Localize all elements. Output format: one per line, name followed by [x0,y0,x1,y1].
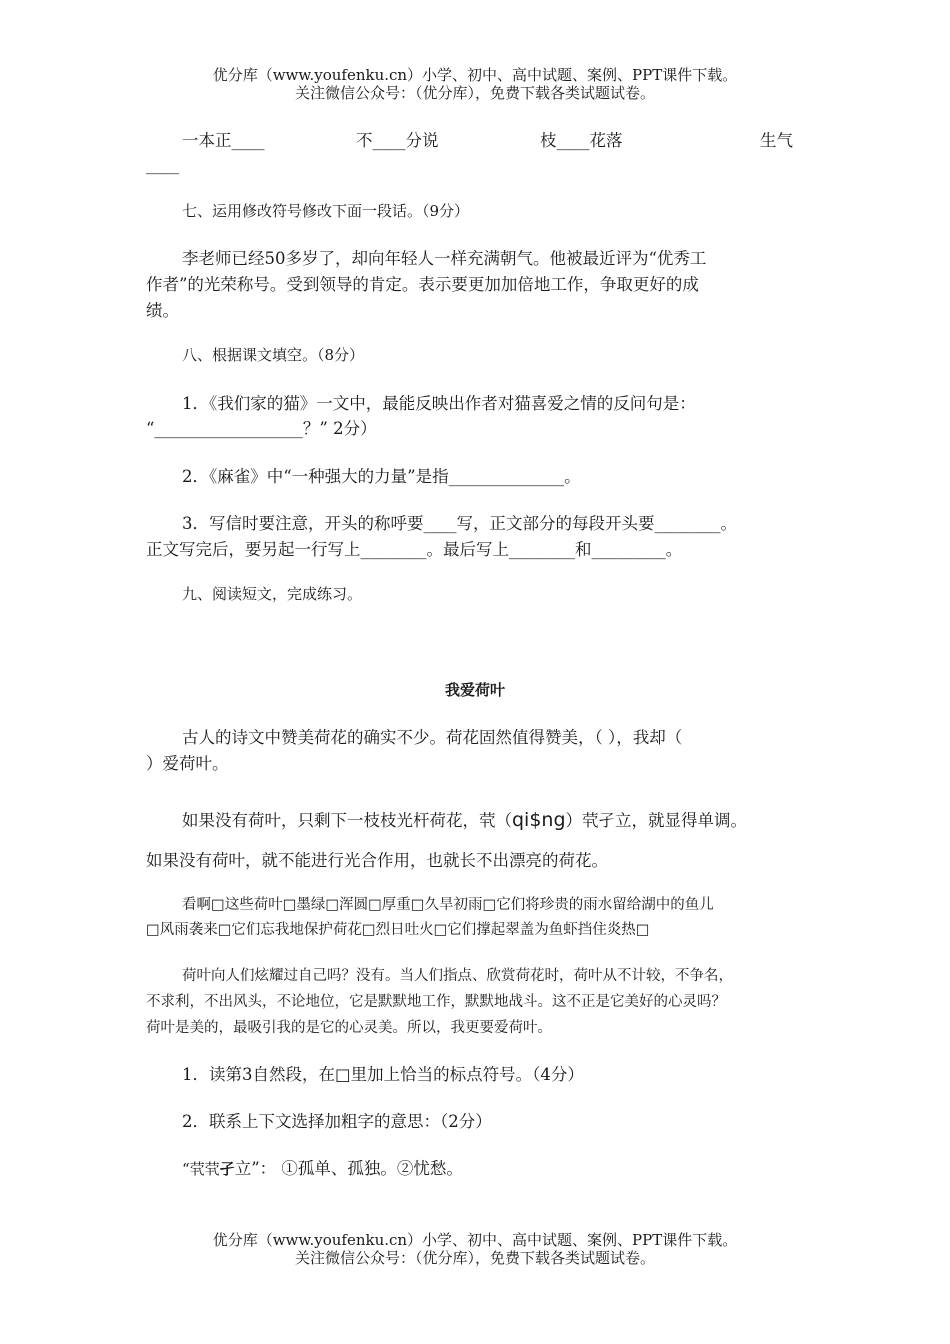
page-header-top [0,66,950,102]
para-2-line-1 [182,807,747,831]
section-8-q3-line-1: 3．写信时要注意，开头的称呼要____写，正文部分的每段开头要________。 [182,514,737,533]
page-footer [0,1231,950,1267]
question-3-term-a: “茕茕 [182,1160,220,1178]
idiom-4: 生气 [760,131,793,150]
header-line-1: 优分库（www.youfenku.cn）小学、初中、高中试题、案例、PPT课件下载。 [212,66,738,84]
question-2: 2．联系上下文选择加粗字的意思：（2分） [182,1112,492,1131]
footer-line-1: 优分库（www.youfenku.cn）小学、初中、高中试题、案例、PPT课件下载。 [212,1231,738,1249]
para-2-text-a: 如果没有荷叶，只剩下一枝枝光杆荷花，茕（ [182,811,512,830]
section-8-q2: 2．《麻雀》中“一种强大的力量”是指______________。 [182,467,581,486]
section-8-q1-line-1: 1．《我们家的猫》一文中，最能反映出作者对猫喜爱之情的反问句是： [182,394,696,413]
idiom-2: 不____分说 [356,131,439,150]
article-title: 我爱荷叶 [444,681,505,699]
para-4-line-3: 荷叶是美的，最吸引我的是它的心灵美。所以，我更要爱荷叶。 [146,1020,552,1036]
para-1-line-1: 古人的诗文中赞美荷花的确实不少。荷花固然值得赞美，（ ），我却（ [182,728,683,747]
para-1-line-2: ）爱荷叶。 [146,754,229,773]
section-8-heading: 八、根据课文填空。（8分） [182,346,365,364]
question-3 [182,1155,463,1179]
section-8-q1-line-2: “__________________？” 2分） [146,419,377,438]
idiom-1: 一本正____ [182,131,265,150]
question-3-options: 立”： ①孤单、孤独。②忧愁。 [234,1159,463,1178]
para-4-line-2: 不求利，不出风头，不论地位，它是默默地工作，默默地战斗。这不正是它美好的心灵吗？ [146,994,726,1010]
section-7-line-1: 李老师已经50多岁了，却向年轻人一样充满朝气。他被最近评为“优秀工 [182,249,707,268]
question-1: 1．读第3自然段，在□里加上恰当的标点符号。（4分） [182,1065,584,1084]
bold-character: 孑 [219,1160,235,1178]
para-2-text-b: ）茕孑立，就显得单调。 [565,811,748,830]
section-9-heading: 九、阅读短文，完成练习。 [182,585,363,603]
idiom-3: 枝____花落 [540,131,623,150]
pinyin-annotation: qi$ng [512,809,566,831]
section-8-q3-line-2: 正文写完后，要另起一行写上________。最后写上________和_________。 [146,540,683,559]
footer-line-2: 关注微信公众号：（优分库），免费下载各类试题试卷。 [294,1249,655,1267]
para-2-line-2: 如果没有荷叶，就不能进行光合作用，也就长不出漂亮的荷花。 [146,851,608,870]
para-3-line-1: 看啊□这些荷叶□墨绿□浑圆□厚重□久旱初雨□它们将珍贵的雨水留给湖中的鱼儿 [182,897,714,913]
section-7-line-2: 作者”的光荣称号。受到领导的肯定。表示要更加加倍地工作，争取更好的成 [146,275,699,294]
section-7-heading: 七、运用修改符号修改下面一段话。（9分） [182,202,470,220]
idiom-4-blank: ____ [146,155,179,174]
header-line-2: 关注微信公众号：（优分库），免费下载各类试题试卷。 [294,84,655,102]
para-3-line-2: □风雨袭来□它们忘我地保护荷花□烈日吐火□它们撑起翠盖为鱼虾挡住炎热□ [146,922,650,938]
para-4-line-1: 荷叶向人们炫耀过自己吗？没有。当人们指点、欣赏荷花时，荷叶从不计较，不争名， [182,968,733,984]
section-7-line-3: 绩。 [146,301,179,320]
